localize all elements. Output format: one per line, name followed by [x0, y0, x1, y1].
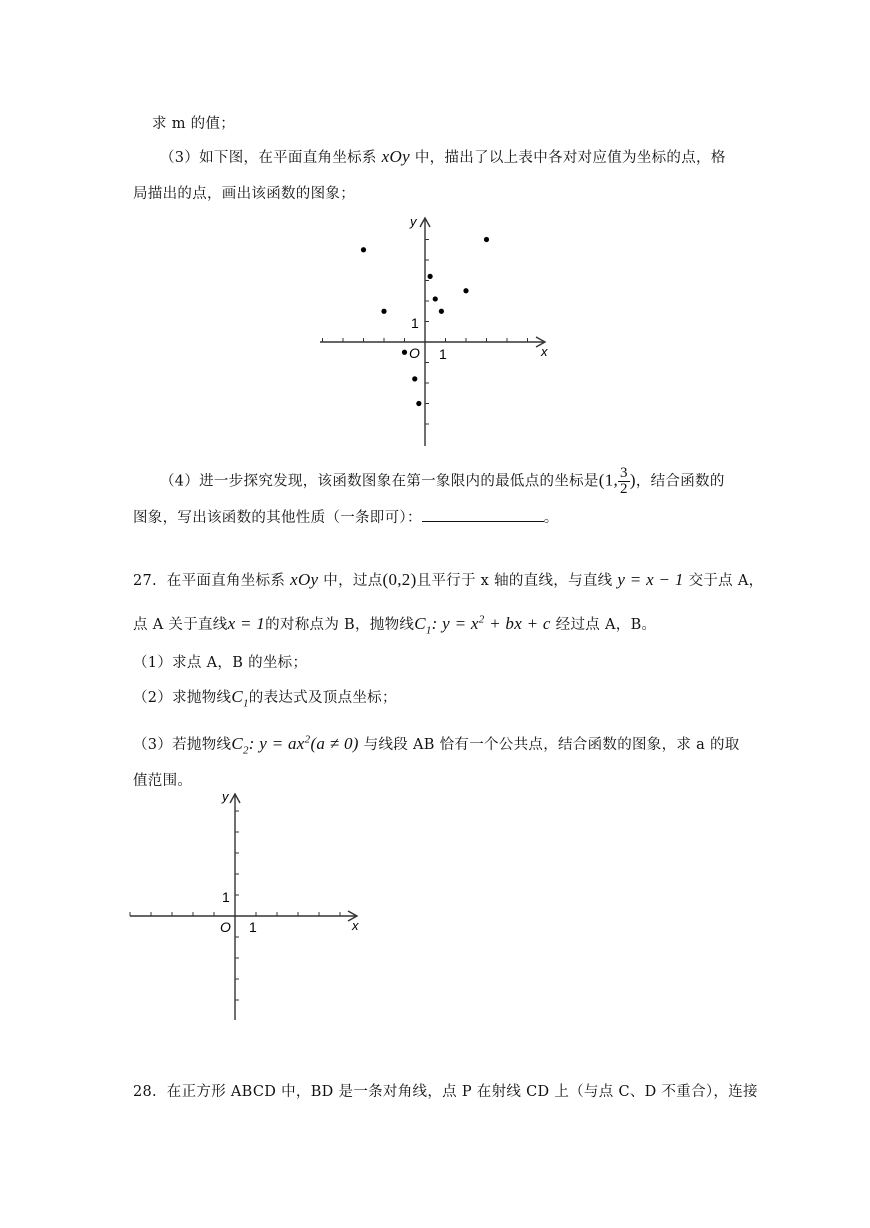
plotted-point [463, 288, 468, 293]
origin-label: O [220, 919, 231, 935]
y-unit-label: 1 [222, 889, 230, 905]
q27-sub3-line2: 值范围。 [133, 773, 193, 789]
y-axis-label: y [410, 214, 417, 229]
plotted-point [416, 401, 421, 406]
x-axis-label: x [352, 918, 359, 933]
answer-blank[interactable] [422, 507, 544, 522]
q26-part3-line2: 局描出的点，画出该函数的图象； [133, 186, 355, 202]
plotted-point [484, 237, 489, 242]
plotted-point [402, 350, 407, 355]
fraction-three-halves: $\frac{3}{2}$ [620, 465, 628, 497]
q26-part3-line1: （3）如下图，在平面直角坐标系 xOy 中，描出了以上表中各对对应值为坐标的点，格 [160, 147, 726, 166]
q26-part4-line2: 图象，写出该函数的其他性质（一条即可）： 。 [133, 506, 559, 527]
scatter-graph [316, 210, 556, 450]
q27-sub1: （1）求点 A，B 的坐标； [133, 655, 308, 671]
q27-sub3-line1: （3）若抛物线$C_2$: $y = ax^2(a \ne 0)$ 与线段 AB 恰有一个公共点，结合函数的图象，求 a 的取 [133, 733, 740, 757]
x-unit-label: 1 [249, 919, 257, 935]
plotted-point [361, 247, 366, 252]
plotted-point [433, 296, 438, 301]
plotted-point [428, 274, 433, 279]
q27-line1: 27. 在平面直角坐标系 xOy 中，过点(0,2)且平行于 x 轴的直线，与直线 y = x − 1 交于点 A， [133, 570, 764, 589]
plotted-point [381, 309, 386, 314]
origin-label: O [409, 345, 420, 361]
q27-line2: 点 A 关于直线x = 1的对称点为 B，抛物线$C_1$: $y = x^2$ + bx + c 经过点 A，B。 [133, 613, 657, 637]
q26-part4-line1: （4）进一步探究发现，该函数图象在第一象限内的最低点的坐标是(1, $\frac{3}{2}$ )，结合函数的 [160, 465, 725, 497]
x-unit-label: 1 [439, 346, 447, 362]
plotted-point [439, 309, 444, 314]
blank-axes-graph [126, 786, 366, 1026]
q26-line-top: 求 m 的值； [152, 116, 236, 132]
y-unit-label: 1 [411, 315, 419, 331]
q27-sub2: （2）求抛物线$C_1$的表达式及顶点坐标； [133, 687, 397, 710]
q28-line1: 28. 在正方形 ABCD 中，BD 是一条对角线，点 P 在射线 CD 上（与点 C、D 不重合），连接 [133, 1084, 758, 1100]
plotted-point [412, 376, 417, 381]
x-axis-label: x [541, 344, 548, 359]
y-axis-label: y [222, 789, 229, 804]
